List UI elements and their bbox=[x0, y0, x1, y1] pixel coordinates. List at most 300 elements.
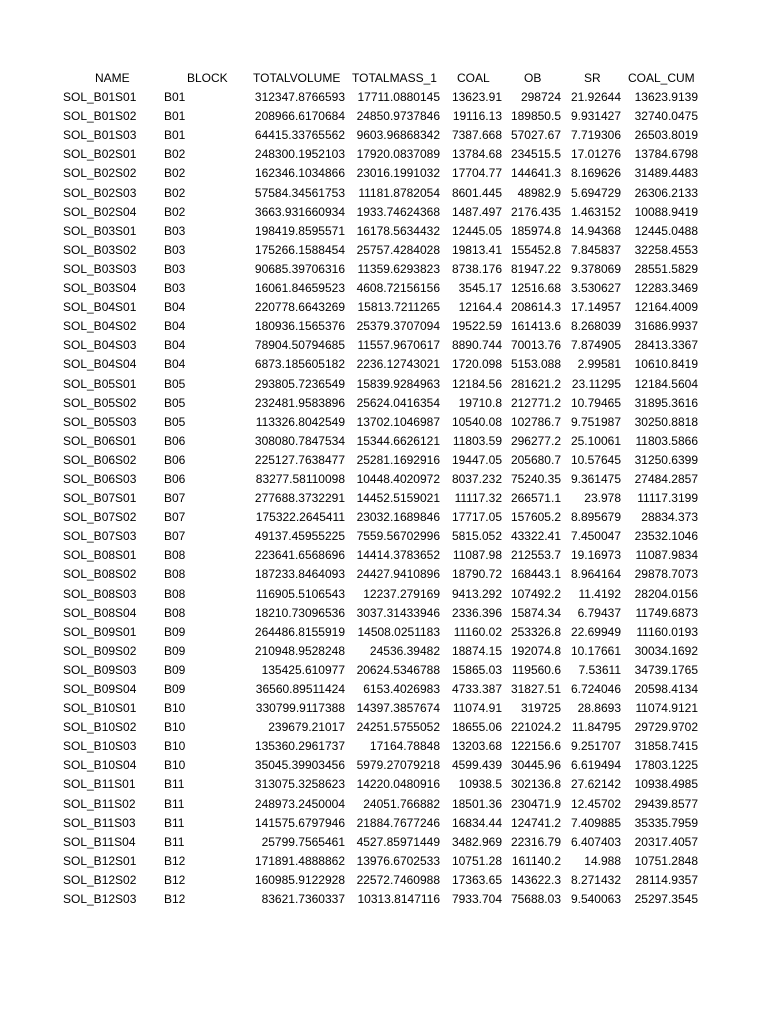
cell-sr: 14.988 bbox=[584, 853, 621, 868]
cell-sr: 14.94368 bbox=[570, 223, 621, 238]
cell-coal: 13784.68 bbox=[451, 147, 502, 162]
cell-name: SOL_B08S04 bbox=[63, 605, 137, 620]
cell-name: SOL_B11S01 bbox=[63, 777, 136, 792]
cell-totalmass: 24427.9410896 bbox=[356, 567, 440, 582]
cell-ob: 161413.6 bbox=[510, 319, 561, 334]
cell-coal-cum: 13784.6798 bbox=[634, 147, 698, 162]
table-row bbox=[0, 814, 768, 833]
cell-block: B08 bbox=[164, 567, 186, 582]
cell-totalvolume: 64415.33765562 bbox=[254, 128, 345, 143]
cell-name: SOL_B12S03 bbox=[63, 892, 137, 907]
cell-totalvolume: 330799.9117388 bbox=[255, 701, 345, 716]
table-row bbox=[0, 451, 768, 470]
cell-totalmass: 24051.766882 bbox=[363, 796, 440, 811]
cell-coal: 7933.704 bbox=[451, 892, 502, 907]
table-row bbox=[0, 890, 768, 909]
cell-coal-cum: 30250.8818 bbox=[634, 414, 698, 429]
cell-ob: 168443.1 bbox=[510, 567, 561, 582]
cell-name: SOL_B09S02 bbox=[63, 643, 137, 658]
cell-sr: 6.79437 bbox=[577, 605, 621, 620]
cell-coal: 19813.41 bbox=[451, 242, 502, 257]
cell-totalmass: 5979.27079218 bbox=[356, 758, 440, 773]
cell-name: SOL_B08S02 bbox=[63, 567, 137, 582]
table-row bbox=[0, 623, 768, 642]
cell-ob: 155452.8 bbox=[510, 242, 561, 257]
cell-sr: 25.10061 bbox=[570, 433, 621, 448]
table-row bbox=[0, 585, 768, 604]
cell-totalmass: 11181.8782054 bbox=[358, 185, 440, 200]
table-row bbox=[0, 680, 768, 699]
cell-ob: 253326.8 bbox=[510, 624, 561, 639]
cell-block: B10 bbox=[164, 758, 186, 773]
cell-totalvolume: 198419.8595571 bbox=[254, 223, 345, 238]
cell-coal-cum: 23532.1046 bbox=[634, 529, 698, 544]
cell-ob: 296277.2 bbox=[510, 433, 561, 448]
cell-coal-cum: 28114.9357 bbox=[635, 872, 698, 887]
cell-block: B11 bbox=[164, 796, 185, 811]
cell-block: B11 bbox=[164, 834, 185, 849]
cell-totalmass: 14220.0480916 bbox=[356, 777, 440, 792]
cell-block: B06 bbox=[164, 452, 186, 467]
cell-ob: 2176.435 bbox=[510, 204, 561, 219]
cell-name: SOL_B09S01 bbox=[63, 624, 137, 639]
table-row bbox=[0, 355, 768, 374]
cell-block: B05 bbox=[164, 376, 186, 391]
cell-name: SOL_B02S01 bbox=[63, 147, 137, 162]
cell-name: SOL_B06S02 bbox=[63, 452, 137, 467]
table-row bbox=[0, 642, 768, 661]
cell-coal-cum: 29729.9702 bbox=[634, 720, 698, 735]
cell-name: SOL_B06S01 bbox=[63, 433, 137, 448]
cell-totalmass: 14397.3857674 bbox=[356, 701, 440, 716]
cell-coal-cum: 20598.4134 bbox=[634, 682, 698, 696]
cell-block: B03 bbox=[164, 242, 186, 257]
cell-block: B07 bbox=[164, 491, 186, 506]
cell-coal-cum: 26503.8019 bbox=[634, 128, 698, 143]
cell-totalvolume: 232481.9583896 bbox=[254, 395, 345, 410]
table-row bbox=[0, 413, 768, 432]
cell-ob: 144641.3 bbox=[510, 166, 561, 181]
cell-totalmass: 16178.5634432 bbox=[356, 223, 440, 238]
cell-totalvolume: 171891.4888862 bbox=[254, 853, 345, 868]
cell-coal-cum: 10751.2848 bbox=[634, 853, 698, 868]
cell-totalvolume: 57584.34561753 bbox=[254, 185, 345, 200]
cell-coal: 18655.06 bbox=[451, 720, 502, 735]
cell-ob: 70013.76 bbox=[510, 338, 561, 353]
cell-coal: 18501.36 bbox=[451, 796, 502, 811]
cell-ob: 43322.41 bbox=[510, 529, 561, 544]
cell-name: SOL_B12S02 bbox=[63, 872, 137, 887]
table-row bbox=[0, 852, 768, 871]
cell-sr: 17.01276 bbox=[570, 147, 621, 162]
cell-totalvolume: 180936.1565376 bbox=[254, 319, 345, 334]
cell-totalvolume: 239679.21017 bbox=[268, 720, 345, 735]
cell-block: B10 bbox=[164, 720, 186, 735]
table-row bbox=[0, 164, 768, 183]
table-row bbox=[0, 604, 768, 623]
cell-ob: 161140.2 bbox=[511, 853, 561, 868]
cell-totalmass: 25379.3707094 bbox=[356, 319, 440, 334]
cell-coal: 16834.44 bbox=[451, 815, 502, 830]
cell-ob: 208614.3 bbox=[510, 300, 561, 315]
cell-ob: 124741.2 bbox=[510, 815, 561, 830]
cell-totalmass: 3037.31433946 bbox=[356, 605, 440, 620]
cell-name: SOL_B04S02 bbox=[63, 319, 137, 334]
cell-totalvolume: 175322.2645411 bbox=[255, 510, 345, 525]
table-row bbox=[0, 737, 768, 756]
table-row bbox=[0, 718, 768, 737]
cell-totalmass: 4608.72156156 bbox=[356, 281, 440, 296]
cell-name: SOL_B02S04 bbox=[63, 204, 137, 219]
cell-totalmass: 15813.7211265 bbox=[357, 300, 440, 315]
cell-totalvolume: 6873.185605182 bbox=[254, 357, 345, 372]
cell-totalmass: 24850.9737846 bbox=[356, 109, 440, 124]
cell-name: SOL_B11S03 bbox=[63, 815, 136, 830]
cell-ob: 157605.2 bbox=[510, 510, 561, 525]
cell-sr: 9.540063 bbox=[570, 892, 621, 907]
cell-coal-cum: 10610.8419 bbox=[634, 357, 698, 372]
cell-name: SOL_B11S04 bbox=[63, 834, 136, 849]
cell-block: B12 bbox=[164, 892, 186, 907]
cell-coal: 3545.17 bbox=[458, 281, 502, 296]
cell-coal-cum: 31858.7415 bbox=[634, 739, 698, 754]
cell-block: B07 bbox=[164, 529, 186, 544]
cell-totalmass: 11359.6293823 bbox=[357, 261, 440, 276]
cell-totalmass: 9603.96868342 bbox=[356, 128, 440, 143]
cell-totalmass: 10448.4020972 bbox=[356, 471, 440, 486]
cell-totalvolume: 210948.9528248 bbox=[254, 643, 345, 658]
cell-totalvolume: 277688.3732291 bbox=[254, 491, 345, 506]
cell-sr: 23.978 bbox=[584, 491, 621, 506]
cell-coal-cum: 29439.8577 bbox=[634, 796, 698, 811]
cell-ob: 102786.7 bbox=[510, 414, 561, 429]
cell-coal-cum: 11074.9121 bbox=[635, 701, 698, 716]
cell-coal: 11117.32 bbox=[454, 491, 502, 506]
cell-coal: 4599.439 bbox=[451, 758, 502, 773]
cell-name: SOL_B03S03 bbox=[63, 261, 137, 276]
cell-sr: 5.694729 bbox=[570, 185, 621, 200]
cell-ob: 122156.6 bbox=[510, 739, 561, 754]
cell-sr: 8.271432 bbox=[570, 872, 621, 887]
cell-sr: 9.751987 bbox=[570, 414, 621, 429]
cell-totalvolume: 135360.2961737 bbox=[254, 739, 345, 754]
cell-totalmass: 2236.12743021 bbox=[356, 357, 440, 372]
cell-block: B08 bbox=[164, 548, 186, 563]
cell-totalmass: 14452.5159021 bbox=[356, 491, 440, 506]
cell-coal: 10540.08 bbox=[451, 414, 502, 429]
cell-sr: 11.4192 bbox=[578, 586, 621, 601]
cell-name: SOL_B01S01 bbox=[63, 90, 137, 105]
cell-totalvolume: 220778.6643269 bbox=[254, 300, 345, 315]
cell-totalvolume: 135425.610977 bbox=[261, 662, 345, 677]
cell-totalvolume: 3663.931660934 bbox=[254, 204, 345, 219]
cell-block: B05 bbox=[164, 414, 186, 429]
column-header-coal-cum: COAL_CUM bbox=[628, 71, 695, 85]
cell-totalmass: 25624.0416354 bbox=[356, 395, 440, 410]
cell-coal-cum: 12164.4009 bbox=[634, 300, 698, 315]
cell-ob: 22316.79 bbox=[510, 834, 561, 849]
cell-totalvolume: 78904.50794685 bbox=[254, 338, 345, 353]
cell-coal: 12184.56 bbox=[451, 376, 502, 391]
cell-coal: 10938.5 bbox=[458, 777, 502, 792]
cell-totalmass: 7559.56702996 bbox=[356, 529, 440, 544]
cell-ob: 75688.03 bbox=[510, 892, 561, 907]
cell-ob: 230471.9 bbox=[510, 796, 561, 811]
cell-block: B11 bbox=[164, 777, 185, 792]
cell-ob: 192074.8 bbox=[510, 643, 561, 658]
cell-coal-cum: 11087.9834 bbox=[635, 548, 698, 563]
cell-coal-cum: 12445.0488 bbox=[634, 223, 698, 238]
cell-ob: 302136.8 bbox=[510, 777, 561, 792]
cell-block: B04 bbox=[164, 338, 186, 353]
cell-coal: 13623.91 bbox=[451, 90, 502, 105]
cell-ob: 212771.2 bbox=[510, 395, 561, 410]
cell-totalmass: 6153.4026983 bbox=[363, 682, 440, 696]
cell-name: SOL_B11S02 bbox=[63, 796, 136, 811]
cell-coal-cum: 28551.5829 bbox=[634, 261, 698, 276]
cell-sr: 7.53611 bbox=[578, 662, 621, 677]
cell-block: B09 bbox=[164, 643, 186, 658]
column-header-totalvolume: TOTALVOLUME bbox=[253, 71, 341, 85]
table-row bbox=[0, 756, 768, 775]
cell-coal-cum: 28204.0156 bbox=[634, 586, 698, 601]
cell-coal-cum: 29878.7073 bbox=[634, 567, 698, 582]
cell-sr: 7.874905 bbox=[570, 338, 621, 353]
cell-ob: 31827.51 bbox=[510, 682, 561, 696]
cell-totalvolume: 116905.5106543 bbox=[255, 586, 345, 601]
cell-sr: 2.99581 bbox=[577, 357, 621, 372]
cell-sr: 6.619494 bbox=[570, 758, 621, 773]
cell-ob: 185974.8 bbox=[510, 223, 561, 238]
column-header-block: BLOCK bbox=[187, 71, 228, 85]
table-header-row bbox=[0, 69, 768, 88]
cell-name: SOL_B09S04 bbox=[63, 682, 137, 696]
cell-ob: 12516.68 bbox=[510, 281, 561, 296]
table-row bbox=[0, 107, 768, 126]
cell-name: SOL_B03S04 bbox=[63, 281, 137, 296]
cell-totalmass: 13976.6702533 bbox=[356, 853, 440, 868]
table-row bbox=[0, 279, 768, 298]
cell-coal: 8601.445 bbox=[451, 185, 502, 200]
cell-totalmass: 11557.9670617 bbox=[357, 338, 440, 353]
cell-totalvolume: 141575.6797946 bbox=[254, 815, 345, 830]
cell-totalmass: 24251.5755052 bbox=[356, 720, 440, 735]
cell-sr: 10.17661 bbox=[570, 643, 621, 658]
cell-totalmass: 17164.78848 bbox=[369, 739, 440, 754]
table-row bbox=[0, 508, 768, 527]
cell-totalmass: 14508.0251183 bbox=[357, 624, 440, 639]
cell-block: B12 bbox=[164, 872, 186, 887]
column-header-totalmass: TOTALMASS_1 bbox=[352, 71, 437, 85]
cell-sr: 6.407403 bbox=[570, 834, 621, 849]
cell-coal: 17363.65 bbox=[451, 872, 502, 887]
cell-totalvolume: 113326.8042549 bbox=[255, 414, 345, 429]
cell-coal-cum: 11749.6873 bbox=[635, 605, 698, 620]
cell-name: SOL_B07S03 bbox=[63, 529, 137, 544]
cell-sr: 3.530627 bbox=[570, 281, 621, 296]
cell-coal: 18874.15 bbox=[451, 643, 502, 658]
cell-coal: 9413.292 bbox=[451, 586, 502, 601]
cell-totalvolume: 90685.39706316 bbox=[254, 261, 345, 276]
cell-coal: 7387.668 bbox=[451, 128, 502, 143]
cell-coal-cum: 11117.3199 bbox=[637, 491, 698, 506]
cell-totalvolume: 225127.7638477 bbox=[254, 452, 345, 467]
cell-totalvolume: 223641.6568696 bbox=[254, 548, 345, 563]
cell-block: B02 bbox=[164, 147, 186, 162]
cell-totalvolume: 313075.3258623 bbox=[254, 777, 345, 792]
cell-block: B04 bbox=[164, 300, 186, 315]
cell-block: B01 bbox=[164, 90, 186, 105]
cell-coal: 19116.13 bbox=[452, 109, 502, 124]
cell-sr: 10.57645 bbox=[570, 452, 621, 467]
cell-totalvolume: 293805.7236549 bbox=[254, 376, 345, 391]
cell-ob: 234515.5 bbox=[510, 147, 561, 162]
cell-totalmass: 23016.1991032 bbox=[356, 166, 440, 181]
cell-ob: 15874.34 bbox=[510, 605, 561, 620]
cell-coal: 11160.02 bbox=[453, 624, 502, 639]
cell-block: B09 bbox=[164, 624, 186, 639]
cell-name: SOL_B10S04 bbox=[63, 758, 137, 773]
cell-coal-cum: 32740.0475 bbox=[634, 109, 698, 124]
cell-totalmass: 23032.1689846 bbox=[356, 510, 440, 525]
table-body bbox=[0, 88, 768, 909]
cell-block: B04 bbox=[164, 357, 186, 372]
table-row bbox=[0, 775, 768, 794]
cell-ob: 75240.35 bbox=[510, 471, 561, 486]
table-row bbox=[0, 565, 768, 584]
cell-block: B03 bbox=[164, 223, 186, 238]
cell-totalmass: 15839.9284963 bbox=[356, 376, 440, 391]
cell-coal: 19710.8 bbox=[458, 395, 502, 410]
column-header-name: NAME bbox=[95, 71, 130, 85]
cell-sr: 12.45702 bbox=[570, 796, 621, 811]
cell-name: SOL_B06S03 bbox=[63, 471, 137, 486]
cell-coal-cum: 17803.1225 bbox=[634, 758, 698, 773]
cell-block: B06 bbox=[164, 433, 186, 448]
cell-sr: 9.361475 bbox=[570, 471, 621, 486]
cell-ob: 298724 bbox=[520, 90, 561, 105]
cell-sr: 21.92644 bbox=[570, 90, 621, 105]
cell-totalvolume: 18210.73096536 bbox=[254, 605, 345, 620]
cell-name: SOL_B10S01 bbox=[63, 701, 137, 716]
cell-totalvolume: 83621.7360337 bbox=[261, 892, 345, 907]
cell-coal: 13203.68 bbox=[451, 739, 502, 754]
table-row bbox=[0, 222, 768, 241]
cell-coal: 11087.98 bbox=[452, 548, 502, 563]
cell-sr: 27.62142 bbox=[570, 777, 621, 792]
cell-totalmass: 13702.1046987 bbox=[356, 414, 440, 429]
cell-totalvolume: 25799.7565461 bbox=[261, 834, 345, 849]
cell-totalmass: 20624.5346788 bbox=[356, 662, 440, 677]
cell-coal-cum: 11160.0193 bbox=[636, 624, 698, 639]
cell-name: SOL_B02S03 bbox=[63, 185, 137, 200]
cell-coal: 8738.176 bbox=[451, 261, 502, 276]
cell-block: B12 bbox=[164, 853, 186, 868]
cell-totalvolume: 248973.2450004 bbox=[254, 796, 345, 811]
cell-coal: 5815.052 bbox=[451, 529, 502, 544]
cell-coal: 18790.72 bbox=[451, 567, 502, 582]
cell-totalmass: 25281.1692916 bbox=[356, 452, 440, 467]
cell-coal-cum: 10938.4985 bbox=[634, 777, 698, 792]
cell-name: SOL_B02S02 bbox=[63, 166, 137, 181]
cell-block: B09 bbox=[164, 662, 186, 677]
table-row bbox=[0, 795, 768, 814]
cell-ob: 212553.7 bbox=[510, 548, 561, 563]
cell-sr: 17.14957 bbox=[570, 300, 621, 315]
cell-block: B10 bbox=[164, 701, 186, 716]
table-row bbox=[0, 336, 768, 355]
table-row bbox=[0, 661, 768, 680]
cell-name: SOL_B03S01 bbox=[63, 223, 137, 238]
cell-ob: 221024.2 bbox=[510, 720, 561, 735]
cell-name: SOL_B04S01 bbox=[63, 300, 137, 315]
cell-name: SOL_B05S02 bbox=[63, 395, 137, 410]
cell-name: SOL_B01S02 bbox=[63, 109, 137, 124]
cell-block: B06 bbox=[164, 471, 186, 486]
cell-totalmass: 14414.3783652 bbox=[356, 548, 440, 563]
cell-name: SOL_B09S03 bbox=[63, 662, 137, 677]
cell-coal-cum: 26306.2133 bbox=[634, 185, 698, 200]
cell-name: SOL_B04S04 bbox=[63, 357, 137, 372]
cell-coal: 19447.05 bbox=[451, 452, 502, 467]
table-row bbox=[0, 298, 768, 317]
cell-coal: 2336.396 bbox=[451, 605, 502, 620]
cell-coal-cum: 12283.3469 bbox=[634, 281, 698, 296]
column-header-ob: OB bbox=[524, 71, 542, 85]
cell-sr: 8.964164 bbox=[570, 567, 621, 582]
cell-block: B02 bbox=[164, 166, 186, 181]
cell-ob: 57027.67 bbox=[510, 128, 561, 143]
cell-totalmass: 25757.4284028 bbox=[356, 242, 440, 257]
cell-sr: 9.378069 bbox=[570, 261, 621, 276]
cell-coal: 1487.497 bbox=[451, 204, 502, 219]
cell-ob: 119560.6 bbox=[511, 662, 561, 677]
cell-coal: 15865.03 bbox=[451, 662, 502, 677]
cell-sr: 1.463152 bbox=[570, 204, 621, 219]
table-row bbox=[0, 375, 768, 394]
cell-coal: 11074.91 bbox=[452, 701, 502, 716]
table-row bbox=[0, 203, 768, 222]
cell-totalvolume: 312347.8766593 bbox=[254, 90, 345, 105]
cell-ob: 81947.22 bbox=[510, 261, 561, 276]
table-row bbox=[0, 527, 768, 546]
cell-coal-cum: 13623.9139 bbox=[634, 90, 698, 105]
cell-sr: 11.84795 bbox=[571, 720, 621, 735]
cell-ob: 189850.5 bbox=[510, 109, 561, 124]
cell-totalvolume: 208966.6170684 bbox=[254, 109, 345, 124]
cell-name: SOL_B12S01 bbox=[63, 853, 137, 868]
cell-totalvolume: 308080.7847534 bbox=[254, 433, 345, 448]
cell-block: B03 bbox=[164, 281, 186, 296]
cell-totalmass: 17711.0880145 bbox=[357, 90, 440, 105]
cell-ob: 319725 bbox=[520, 701, 561, 716]
table-row bbox=[0, 546, 768, 565]
table-row bbox=[0, 184, 768, 203]
cell-block: B01 bbox=[164, 109, 186, 124]
cell-coal: 8037.232 bbox=[451, 471, 502, 486]
cell-totalvolume: 175266.1588454 bbox=[254, 242, 345, 257]
cell-coal-cum: 11803.5866 bbox=[635, 433, 698, 448]
cell-sr: 8.268039 bbox=[570, 319, 621, 334]
cell-sr: 23.11295 bbox=[571, 376, 621, 391]
cell-name: SOL_B05S03 bbox=[63, 414, 137, 429]
cell-block: B10 bbox=[164, 739, 186, 754]
cell-block: B03 bbox=[164, 261, 186, 276]
cell-block: B02 bbox=[164, 204, 186, 219]
cell-ob: 266571.1 bbox=[510, 491, 561, 506]
cell-block: B08 bbox=[164, 605, 186, 620]
cell-name: SOL_B04S03 bbox=[63, 338, 137, 353]
